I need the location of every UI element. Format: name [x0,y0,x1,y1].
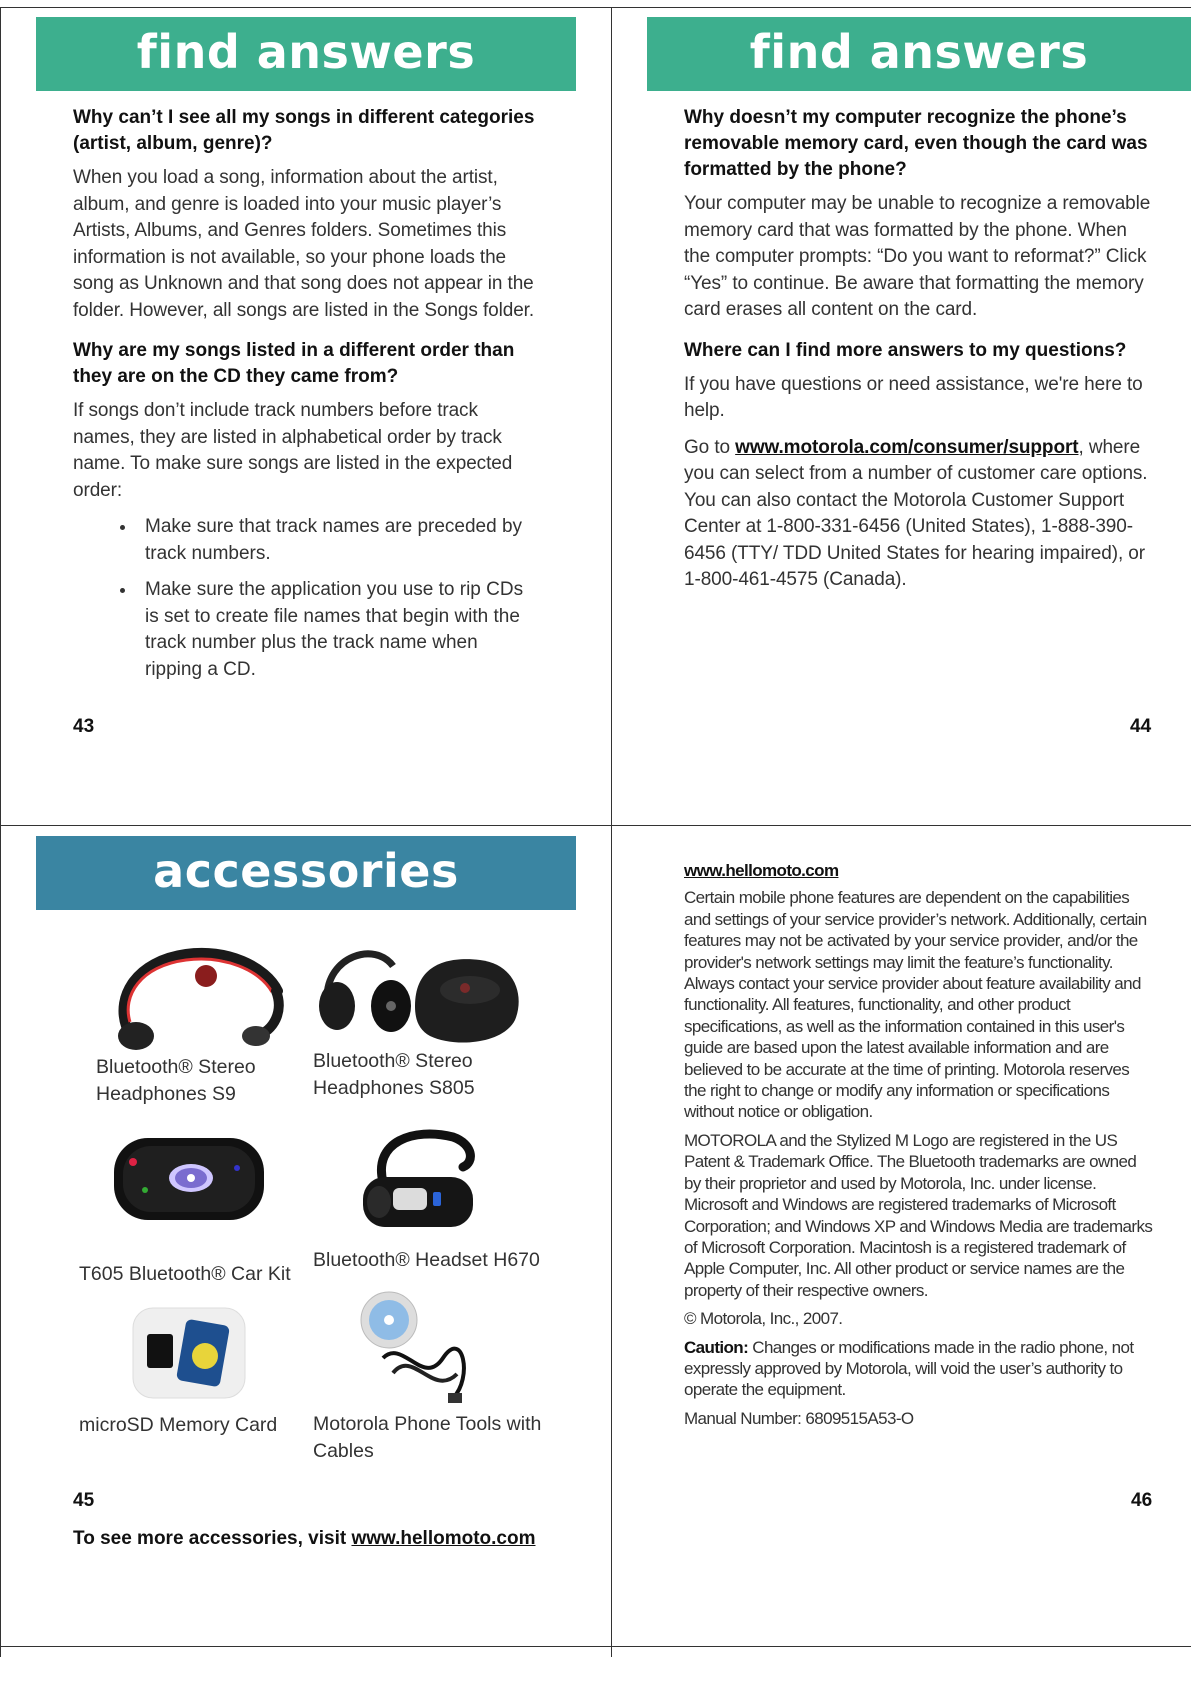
page-45-banner: accessories [36,836,576,910]
page-number: 45 [73,1490,95,1511]
caution-label: Caution: [684,1337,749,1357]
bullet-item: • Make sure that track names are preceded by track numbers. [137,514,538,567]
frame-center-vertical-line [611,7,612,1657]
accessory-item[interactable] [79,1300,329,1490]
frame-bottom-line [0,1646,1191,1647]
support-suffix: , where you can select from a number of customer care options. You can also contact the Motorola Customer Support Center at 1-800-331-6456 (United States), 1-888-390-6456 (TTY/ TDD United States for hearing impaired), or 1-800-461-4575 (Canada). [684,436,1148,590]
frame-top-line [0,7,1191,8]
answer-songs-categories: When you load a song, information about the artist, album, and genre is loaded into your music player’s Artists, Albums, and Genres folders. Sometimes this information is not available, so your phone loads the song as Unknown and that song does not appear in the folder. However, all songs are listed in the Songs folder. [73,167,535,321]
support-prefix: Go to [684,436,736,458]
page-44-banner: find answers [647,17,1191,91]
accessory-label: Bluetooth® Headset H670 [313,1249,540,1271]
question-more-answers: Where can I find more answers to my questions? [684,339,1127,361]
bullet-list [73,514,538,683]
trademark-notice: MOTOROLA and the Stylized M Logo are registered in the US Patent & Trademark Office. The Bluetooth trademarks are owned by their proprietor and used by Motorola, Inc. under license. Microsoft and Windows are registered trademarks of Microsoft Corporation; and Windows XP and Windows Media are trademarks of Microsoft Corporation. Macintosh is a registered trademark of Apple Computer, Inc. All other product or service names are the property of their respective owners. [684,1130,1153,1300]
hellomoto-link[interactable]: www.hellomoto.com [351,1528,536,1549]
accessory-label: T605 Bluetooth® Car Kit [79,1263,291,1285]
answer-support-contact [684,435,1153,594]
accessory-item[interactable] [313,936,543,1136]
accessory-item[interactable] [79,1128,329,1318]
page-43 [36,17,576,807]
accessory-label: Bluetooth® Stereo Headphones S805 [313,1050,475,1099]
microsd-card-image [125,1300,255,1410]
question-memory-card: Why doesn’t my computer recognize the phone’s removable memory card, even though the card was formatted by the phone? [684,107,1148,180]
accessory-label: Bluetooth® Stereo Headphones S9 [96,1056,256,1105]
page-number: 44 [1130,716,1152,737]
question-songs-order: Why are my songs listed in a different order than they are on the CD they came from? [73,340,515,387]
accessory-item[interactable] [96,936,296,1136]
bullet-item: • Make sure the application you use to rip CDs is set to create file names that begin with the track number plus the track name when ripping a CD. [137,577,538,683]
question-songs-categories: Why can’t I see all my songs in different categories (artist, album, genre)? [73,107,535,154]
phone-tools-cables-image [353,1288,483,1413]
frame-left-line [0,7,1,1657]
accessories-footer-text: To see more accessories, visit [73,1528,352,1549]
accessories-footer [73,1528,536,1550]
copyright-notice: © Motorola, Inc., 2007. [684,1309,843,1329]
headset-h670-image [353,1122,483,1242]
answer-memory-card: Your computer may be unable to recognize a removable memory card that was formatted by the phone. When the computer prompts: “Do you want to reformat?” Click “Yes” to continue. Be aware that formatting the memory card erases all content on the card. [684,193,1151,320]
page-44 [647,17,1191,807]
page-number: 46 [1131,1490,1153,1511]
headphones-s805-image [315,936,525,1051]
page-43-banner: find answers [36,17,576,91]
accessory-label: Motorola Phone Tools with Cables [313,1413,542,1462]
page-45 [36,836,576,1636]
page-number: 43 [73,716,95,737]
manual-number: Manual Number: 6809515A53-O [684,1408,914,1428]
features-disclaimer: Certain mobile phone features are dependent on the capabilities and settings of your service provider’s network. Additionally, certain features may not be activated by your service provider, and/or the provider's network settings may limit the feature’s functionality. Always contact your service provider about feature availability and functionality. All features, functionality, and other product specifications, as well as the information contained in this user's guide are based upon the latest available information and are believed to be accurate at the time of printing. Motorola reserves the right to change or modify any information or specifications without notice or obligation. [684,888,1147,1122]
hellomoto-site-link[interactable]: www.hellomoto.com [684,861,839,880]
caution-notice [684,1337,1154,1401]
caution-text: Changes or modifications made in the radio phone, not expressly approved by Motorola, will void the user’s authority to operate the equipment. [684,1337,1134,1400]
answer-more-answers: If you have questions or need assistance, we're here to help. [684,373,1143,421]
car-kit-t605-image [109,1128,269,1238]
accessory-item[interactable] [313,1288,543,1488]
answer-songs-order: If songs don’t include track numbers before track names, they are listed in alphabetical order by track name. To make sure songs are listed in the expected order: [73,400,513,501]
accessory-label: microSD Memory Card [79,1414,278,1436]
headphones-s9-image [106,936,296,1056]
support-link[interactable]: www.motorola.com/consumer/support [735,436,1079,458]
frame-center-horizontal-line [0,825,1191,826]
page-46 [684,860,1154,1636]
